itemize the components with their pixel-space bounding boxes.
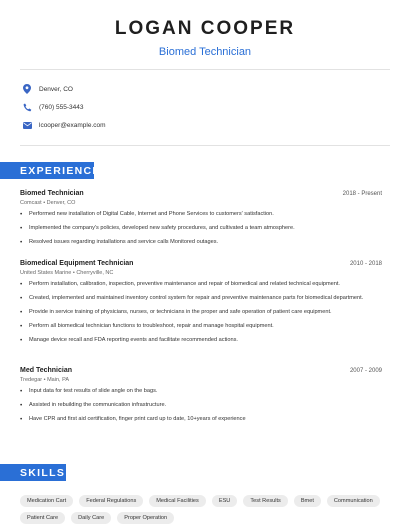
- skill-chip: ESU: [212, 495, 238, 507]
- experience-entry: [20, 190, 382, 253]
- experience-entry: [20, 367, 382, 430]
- bullet-item: • Have CPR and first aid certification, finger print card up to date, 10+years of experience: [20, 416, 382, 424]
- experience-entry: [20, 260, 382, 351]
- contact-location: [22, 80, 106, 98]
- job-dates: 2007 - 2009: [349, 368, 382, 374]
- skill-chip: Proper Operation: [117, 512, 174, 524]
- bullet-item: • Manage device recall and FDA reporting events and facilitate recommended actions.: [20, 337, 382, 345]
- skill-chip: Communication: [327, 495, 380, 507]
- contact-email: [22, 116, 106, 134]
- job-bullets: [20, 281, 382, 345]
- job-title: Med Technician: [20, 367, 72, 374]
- skill-chip: Medication Cart: [20, 495, 73, 507]
- skill-chip: Test Results: [243, 495, 287, 507]
- bullet-item: • Provide in service training of physicians, nurses, or technicians in the proper and safe operation of patient care equipment.: [20, 309, 382, 317]
- skill-chip: Patient Care: [20, 512, 65, 524]
- bullet-item: • Performed new installation of Digital Cable, Internet and Phone Services to customers' satisfaction.: [20, 211, 382, 219]
- phone-icon: [22, 102, 32, 112]
- candidate-title: Biomed Technician: [158, 46, 252, 58]
- bullet-item: • Resolved issues regarding installations and service calls Monitored outages.: [20, 239, 382, 247]
- candidate-name: LOGAN COOPER: [114, 18, 296, 39]
- resume-header: [0, 18, 410, 58]
- email-text: lcooper@example.com: [39, 121, 106, 129]
- job-company: Comcast • Denver, CO: [20, 200, 76, 206]
- bullet-item: • Perform all biomedical technician functions to troubleshoot, repair and manage hospital equipment.: [20, 323, 382, 331]
- bullet-item: • Created, implemented and maintained inventory control system for repair and preventive maintenance parts for biomedical department.: [20, 295, 382, 303]
- job-dates: 2010 - 2018: [349, 261, 382, 267]
- job-title: Biomed Technician: [20, 190, 84, 197]
- skills-section-heading: SKILLS: [0, 464, 66, 481]
- bullet-item: • Implemented the company's policies, developed new safety procedures, and cultivated a team atmosphere.: [20, 225, 382, 233]
- map-pin-icon: [22, 84, 32, 94]
- skills-list: [20, 495, 400, 524]
- job-title: Biomedical Equipment Technician: [20, 260, 134, 267]
- bullet-item: • Assisted in rebuilding the communication infrastructure.: [20, 402, 382, 410]
- experience-section-heading: EXPERIENCE: [0, 162, 94, 179]
- job-bullets: [20, 211, 382, 247]
- contact-divider: [20, 145, 390, 146]
- job-company: Tredegar • Main, PA: [20, 377, 70, 383]
- bullet-item: • Input data for test results of slide angle on the bags.: [20, 388, 382, 396]
- skill-chip: Medical Facilities: [149, 495, 206, 507]
- header-divider: [20, 69, 390, 70]
- bullet-item: • Perform installation, calibration, inspection, preventive maintenance and repair of biomedical and related technical equipment.: [20, 281, 382, 289]
- location-text: Denver, CO: [39, 85, 73, 93]
- job-company: United States Marine • Cherryville, NC: [20, 270, 114, 276]
- job-dates: 2018 - Present: [342, 191, 382, 197]
- envelope-icon: [22, 120, 32, 130]
- skill-chip: Federal Regulations: [79, 495, 143, 507]
- contact-block: [22, 80, 106, 134]
- job-bullets: [20, 388, 382, 424]
- skill-chip: Daily Care: [71, 512, 111, 524]
- contact-phone: [22, 98, 106, 116]
- phone-text: (760) 555-3443: [39, 103, 84, 111]
- skill-chip: Bmet: [294, 495, 321, 507]
